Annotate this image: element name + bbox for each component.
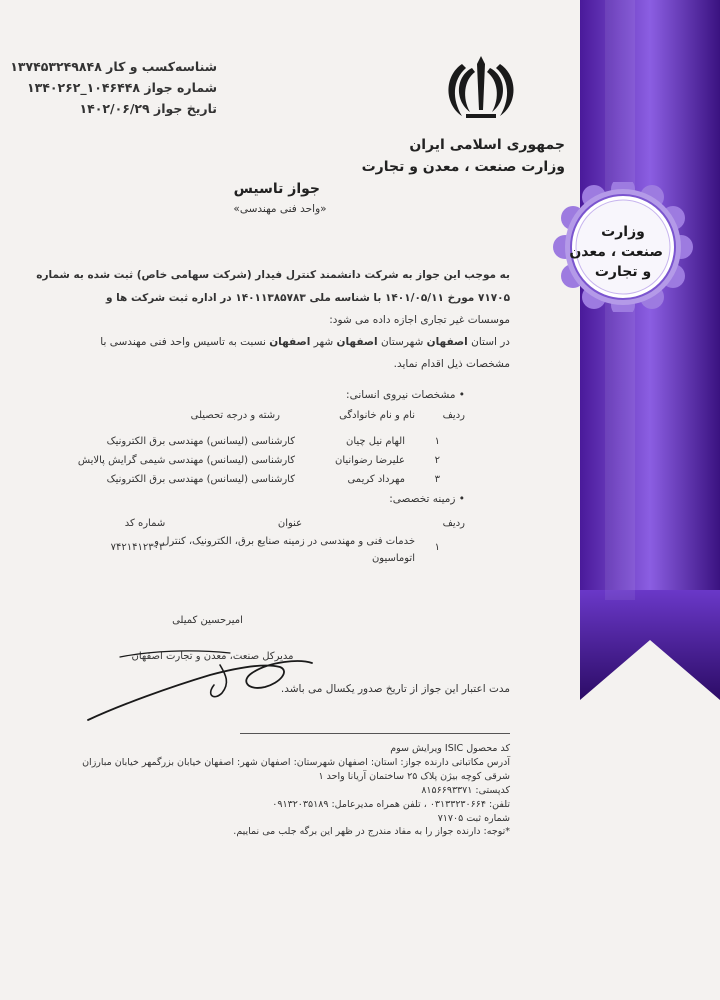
- intro-text: شهر: [313, 336, 334, 348]
- specialty-heading: • زمینه تخصصی:: [389, 493, 465, 505]
- personnel-col-row: ردیف: [442, 410, 465, 421]
- specialty-num: ۱: [434, 542, 440, 553]
- license-number: شماره جواز ۱۰۴۶۴۴۸_۱۳۴۰۲۶۲: [26, 80, 217, 95]
- document-title: جواز تاسیس: [233, 181, 320, 197]
- specialty-title: خدمات فنی و مهندسی در زمینه صنایع برق، الکترونیک، کنترل و: [154, 536, 415, 547]
- personnel-num: ۱: [434, 436, 440, 447]
- personnel-num: ۲: [434, 455, 440, 466]
- city: اصفهان: [269, 336, 311, 348]
- specialty-code: ۷۴۲۱۴۱۲۳۰۳: [110, 542, 165, 553]
- iran-emblem-icon: [442, 52, 520, 122]
- intro-line: ۷۱۷۰۵ مورخ ۱۴۰۱/۰۵/۱۱ با شناسه ملی ۱۴۰۱۱۳۸۵۷۸۳ در اداره ثبت شرکت ها و: [105, 292, 510, 304]
- signatory-position: مدیرکل صنعت، معدن و تجارت اصفهان: [131, 651, 294, 662]
- phone-numbers: تلفن: ۰۳۱۳۳۲۳۰۶۶۴ ، تلفن همراه مدیرعامل: ۰۹۱۳۲۰۳۵۱۸۹: [272, 799, 510, 810]
- address-line: شرقی کوچه بیژن پلاک ۲۵ ساختمان آریانا واحد ۱: [318, 771, 510, 782]
- personnel-heading: • مشخصات نیروی انسانی:: [346, 389, 465, 401]
- footer-note: *توجه: دارنده جواز را به مفاد مندرج در ظهر این برگه جلب می نماییم.: [233, 826, 510, 837]
- footer-divider: [240, 733, 510, 734]
- address-line: آدرس مکاتباتی دارنده جواز: استان: اصفهان شهرستان: اصفهان شهر: اصفهان خیابان بزرگمهر خیابان مبارزان: [82, 757, 510, 768]
- personnel-degree: کارشناسی (لیسانس) مهندسی برق الکترونیک: [106, 474, 295, 485]
- business-id: شناسه‌کسب و کار ۱۳۷۴۵۳۲۴۹۸۴۸: [10, 59, 217, 74]
- license-date: تاریخ جواز ۱۴۰۲/۰۶/۲۹: [79, 101, 217, 116]
- personnel-name: الهام نیل چیان: [346, 436, 405, 447]
- specialty-title: اتوماسیون: [371, 553, 415, 564]
- validity-note: مدت اعتبار این جواز از تاریخ صدور یکسال می باشد.: [280, 683, 510, 695]
- specialty-col-code: شماره کد: [124, 518, 166, 529]
- seal-line: و تجارت: [594, 264, 652, 280]
- document-subtitle: «واحد فنی مهندسی»: [233, 203, 327, 215]
- specialty-col-title: عنوان: [277, 518, 303, 529]
- intro-text: نسبت به تاسیس واحد فنی مهندسی با: [100, 336, 266, 348]
- postal-code: کدپستی: ۸۱۵۶۶۹۳۳۷۱: [421, 785, 510, 796]
- county: اصفهان: [336, 336, 378, 348]
- personnel-degree: کارشناسی (لیسانس) مهندسی شیمی گرایش پالایش: [77, 455, 295, 466]
- intro-line: مشخصات ذیل اقدام نماید.: [393, 358, 510, 370]
- personnel-num: ۳: [434, 474, 440, 485]
- intro-text: در استان: [471, 336, 510, 348]
- country-name: جمهوری اسلامی ایران: [409, 137, 565, 153]
- ribbon-decoration: [569, 0, 720, 700]
- intro-location-line: [60, 336, 510, 348]
- personnel-degree: کارشناسی (لیسانس) مهندسی برق الکترونیک: [106, 436, 295, 447]
- seal-line: صنعت ، معدن: [569, 244, 663, 260]
- ministry-name: وزارت صنعت ، معدن و تجارت: [361, 159, 565, 175]
- registration-number: شماره ثبت ۷۱۷۰۵: [437, 813, 510, 824]
- signatory-name: امیرحسین کمیلی: [172, 615, 243, 626]
- personnel-name: مهرداد کریمی: [347, 474, 405, 485]
- intro-line: به موجب این جواز به شرکت دانشمند کنترل فیدار (شرکت سهامی خاص) ثبت شده به شماره: [36, 269, 510, 281]
- province: اصفهان: [426, 336, 468, 348]
- intro-line: موسسات غیر تجاری اجازه داده می شود:: [329, 314, 510, 326]
- seal-line: وزارت: [601, 224, 645, 240]
- specialty-col-row: ردیف: [442, 518, 465, 529]
- personnel-col-name: نام و نام خانوادگی: [339, 410, 415, 421]
- intro-text: شهرستان: [380, 336, 424, 348]
- personnel-col-degree: رشته و درجه تحصیلی: [190, 410, 280, 421]
- personnel-name: علیرضا رضوانیان: [335, 455, 405, 466]
- isic-code: کد محصول ISIC ویرایش سوم: [390, 743, 510, 754]
- seal-text: [569, 222, 663, 282]
